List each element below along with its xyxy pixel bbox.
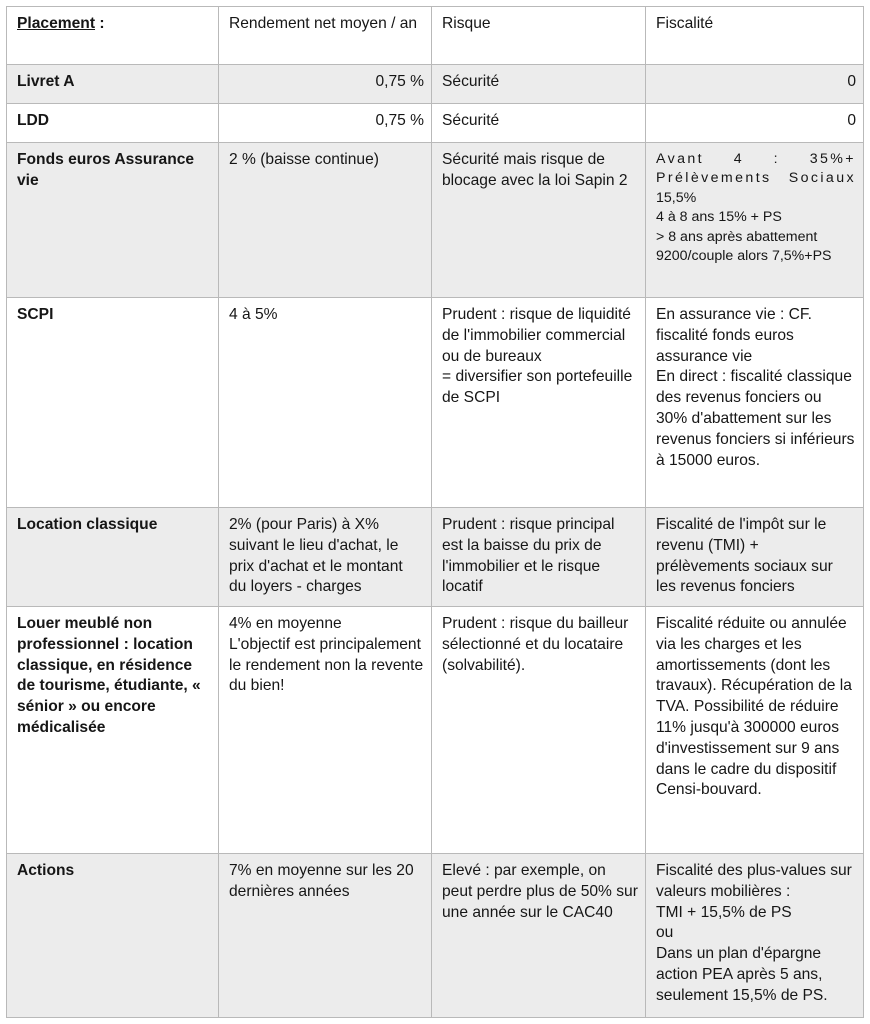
header-risque: Risque (432, 7, 646, 65)
risque-line: = diversifier son portefeuille de SCPI (442, 368, 633, 407)
row-fiscalite: 0 (646, 65, 864, 104)
row-placement: SCPI (7, 298, 219, 508)
table-row (7, 65, 864, 104)
header-placement (7, 7, 219, 65)
row-risque: Prudent : risque du bailleur sélectionné et du locataire (solvabilité). (432, 607, 646, 854)
fiscalite-line: En assurance vie : CF. fiscalité fonds euros assurance vie (656, 306, 813, 365)
row-fiscalite: Fiscalité de l'impôt sur le revenu (TMI) + prélèvements sociaux sur les revenus fonciers (646, 508, 864, 607)
row-risque (432, 298, 646, 508)
fiscalite-line: ou (656, 924, 674, 942)
row-fiscalite: Fiscalité réduite ou annulée via les charges et les amortissements (dont les travaux). Récupération de la TVA. Possibilité de réduire 11% jusqu'à 300000 euros d'investissement sur 9 ans dans le cadre du dispositif Censi-bouvard. (646, 607, 864, 854)
row-risque: Prudent : risque principal est la baisse du prix de l'immobilier et le risque locatif (432, 508, 646, 607)
row-rendement: 2 % (baisse continue) (219, 143, 432, 298)
row-placement: Louer meublé non professionnel : location classique, en résidence de tourisme, étudiante, « sénior » ou encore médicalisée (7, 607, 219, 854)
fiscalite-line: 15,5% (656, 189, 697, 206)
header-placement-label: Placement (17, 15, 96, 32)
row-risque: Sécurité (432, 104, 646, 143)
fiscalite-line: Avant 4 : 35%+ (656, 151, 856, 167)
fiscalite-line: TMI + 15,5% de PS (656, 903, 792, 921)
row-fiscalite (646, 298, 864, 508)
header-rendement: Rendement net moyen / an (219, 7, 432, 65)
table-row (7, 104, 864, 143)
table-row (7, 854, 864, 1018)
row-rendement (219, 607, 432, 854)
fiscalite-line: Fiscalité des plus-values sur valeurs mobilières : (656, 862, 852, 900)
fiscalite-line: Dans un plan d'épargne action PEA après 5 ans, seulement 15,5% de PS. (656, 945, 828, 1004)
header-fiscalite: Fiscalité (646, 7, 864, 65)
rendement-line: L'objectif est principalement le rendement non la revente du bien! (229, 635, 424, 695)
table-row (7, 298, 864, 508)
table-row (7, 607, 864, 854)
row-rendement: 7% en moyenne sur les 20 dernières années (219, 854, 432, 1018)
row-placement: Livret A (7, 65, 219, 104)
investment-comparison-table (6, 6, 864, 1018)
fiscalite-line: En direct : fiscalité classique des revenus fonciers ou 30% d'abattement sur les revenus fonciers si inférieurs à 15000 euros. (656, 368, 855, 469)
table-row (7, 143, 864, 298)
table-header-row (7, 7, 864, 65)
fiscalite-line: Prélèvements Sociaux (656, 170, 856, 187)
row-placement: LDD (7, 104, 219, 143)
row-rendement: 0,75 % (219, 65, 432, 104)
row-rendement: 4 à 5% (219, 298, 432, 508)
fiscalite-line: 4 à 8 ans 15% + PS (656, 209, 782, 226)
row-risque: Sécurité mais risque de blocage avec la loi Sapin 2 (432, 143, 646, 298)
row-risque: Elevé : par exemple, on peut perdre plus de 50% sur une année sur le CAC40 (432, 854, 646, 1018)
row-fiscalite (646, 854, 864, 1018)
row-placement: Actions (7, 854, 219, 1018)
row-fiscalite: 0 (646, 104, 864, 143)
fiscalite-line: > 8 ans après abattement (656, 228, 818, 245)
row-fiscalite (646, 143, 864, 298)
fiscalite-line: 9200/couple alors 7,5%+PS (656, 248, 832, 265)
row-risque: Sécurité (432, 65, 646, 104)
row-placement: Location classique (7, 508, 219, 607)
row-rendement: 2% (pour Paris) à X% suivant le lieu d'achat, le prix d'achat et le montant du loyers - charges (219, 508, 432, 607)
header-placement-suffix: : (95, 15, 105, 32)
row-placement: Fonds euros Assurance vie (7, 143, 219, 298)
rendement-line: 4% en moyenne (229, 615, 342, 632)
risque-line: Prudent : risque de liquidité de l'immobilier commercial ou de bureaux (442, 306, 631, 365)
row-rendement: 0,75 % (219, 104, 432, 143)
table-row (7, 508, 864, 607)
